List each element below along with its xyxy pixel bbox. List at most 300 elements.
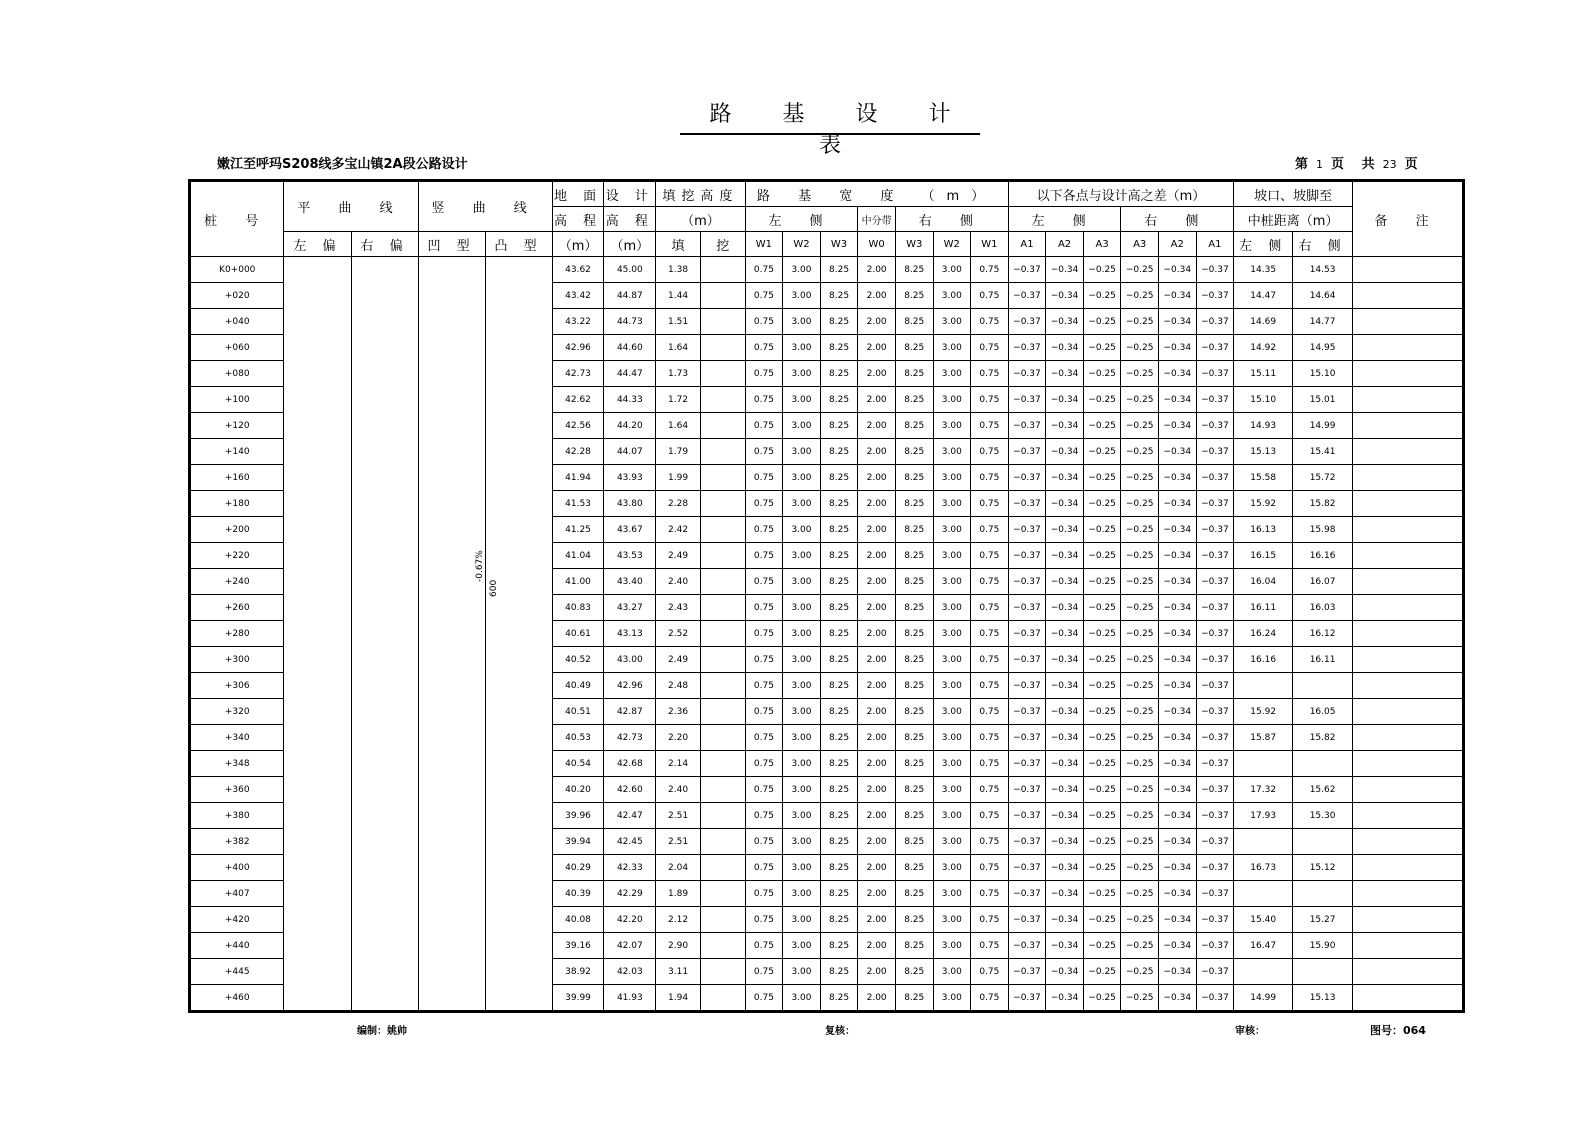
cell-a2-left: −0.34: [1046, 829, 1084, 855]
cell-slope-left: 15.40: [1234, 907, 1293, 933]
cell-plan-left: [284, 621, 351, 647]
cell-remarks: [1353, 621, 1464, 647]
cell-slope-right: 14.77: [1293, 309, 1353, 335]
cell-ground-elev: 43.42: [552, 283, 604, 309]
vertical-curve-grade: -0.67%: [475, 550, 485, 582]
cell-w3-left: 8.25: [820, 517, 858, 543]
cell-w3-right: 8.25: [895, 361, 933, 387]
cell-w2-right: 3.00: [933, 257, 971, 283]
header-vert-curve: 竖 曲 线: [418, 181, 552, 232]
cell-vert-concave: [418, 725, 485, 751]
cell-w3-left: 8.25: [820, 621, 858, 647]
cell-design-elev: 44.87: [604, 283, 656, 309]
cell-w3-right: 8.25: [895, 309, 933, 335]
cell-plan-right: [351, 491, 418, 517]
cell-w2-left: 3.00: [783, 543, 821, 569]
cell-plan-right: [351, 751, 418, 777]
cell-a1-right: −0.37: [1196, 907, 1234, 933]
cell-vert-concave: [418, 517, 485, 543]
cell-w1-left: 0.75: [745, 777, 783, 803]
cell-a3-right: −0.25: [1121, 595, 1159, 621]
cell-slope-right: 15.12: [1293, 855, 1353, 881]
cell-cut: [700, 257, 745, 283]
cell-w2-right: 3.00: [933, 777, 971, 803]
cell-a1-left: −0.37: [1008, 465, 1046, 491]
cell-slope-left: 14.92: [1234, 335, 1293, 361]
cell-plan-right: [351, 699, 418, 725]
cell-w3-right: 8.25: [895, 517, 933, 543]
cell-remarks: [1353, 829, 1464, 855]
cell-ground-elev: 42.62: [552, 387, 604, 413]
cell-plan-right: [351, 387, 418, 413]
header-a-col: A3: [1083, 232, 1121, 257]
cell-a3-left: −0.25: [1083, 543, 1121, 569]
cell-plan-left: [284, 491, 351, 517]
cell-vert-concave: [418, 439, 485, 465]
cell-w1-right: 0.75: [971, 387, 1009, 413]
cell-w1-right: 0.75: [971, 751, 1009, 777]
cell-w2-right: 3.00: [933, 699, 971, 725]
cell-w3-right: 8.25: [895, 803, 933, 829]
header-w-col: W1: [745, 232, 783, 257]
cell-a2-right: −0.34: [1158, 465, 1196, 491]
cell-plan-left: [284, 699, 351, 725]
cell-fill: 1.64: [656, 413, 701, 439]
header-w-col: W1: [971, 232, 1009, 257]
cell-vert-convex: [485, 855, 552, 881]
cell-fill: 3.11: [656, 959, 701, 985]
cell-ground-elev: 41.04: [552, 543, 604, 569]
cell-a2-left: −0.34: [1046, 439, 1084, 465]
header-ground-unit: （m）: [552, 232, 604, 257]
table-row: [190, 257, 1464, 283]
cell-a1-left: −0.37: [1008, 699, 1046, 725]
header-width-left: 左 侧: [745, 207, 858, 232]
cell-station: +040: [190, 309, 284, 335]
cell-w0: 2.00: [858, 595, 896, 621]
cell-w2-right: 3.00: [933, 647, 971, 673]
cell-w2-left: 3.00: [783, 491, 821, 517]
table-row: [190, 517, 1464, 543]
cell-a2-left: −0.34: [1046, 725, 1084, 751]
cell-w2-right: 3.00: [933, 543, 971, 569]
table-row: [190, 985, 1464, 1012]
cell-fill: 1.64: [656, 335, 701, 361]
header-a-col: A3: [1121, 232, 1159, 257]
cell-a3-right: −0.25: [1121, 361, 1159, 387]
cell-station: +120: [190, 413, 284, 439]
cell-vert-concave: [418, 647, 485, 673]
cell-ground-elev: 40.49: [552, 673, 604, 699]
cell-w1-left: 0.75: [745, 621, 783, 647]
cell-w3-right: 8.25: [895, 647, 933, 673]
cell-w0: 2.00: [858, 829, 896, 855]
cell-station: +220: [190, 543, 284, 569]
header-fill: 填: [656, 232, 701, 257]
cell-station: +020: [190, 283, 284, 309]
cell-plan-right: [351, 413, 418, 439]
header-diff-right: 右 侧: [1121, 207, 1234, 232]
cell-a3-right: −0.25: [1121, 569, 1159, 595]
cell-slope-right: 16.11: [1293, 647, 1353, 673]
cell-slope-left: 17.93: [1234, 803, 1293, 829]
cell-a2-right: −0.34: [1158, 309, 1196, 335]
cell-w3-right: 8.25: [895, 257, 933, 283]
cell-w3-right: 8.25: [895, 881, 933, 907]
cell-remarks: [1353, 309, 1464, 335]
cell-a2-left: −0.34: [1046, 933, 1084, 959]
cell-a3-right: −0.25: [1121, 491, 1159, 517]
cell-vert-convex: [485, 803, 552, 829]
cell-slope-left: [1234, 673, 1293, 699]
header-w-col: W3: [895, 232, 933, 257]
page-title: 路 基 设 计 表: [709, 102, 973, 158]
cell-a2-left: −0.34: [1046, 543, 1084, 569]
cell-plan-left: [284, 647, 351, 673]
table-row: [190, 699, 1464, 725]
cell-w1-right: 0.75: [971, 777, 1009, 803]
cell-remarks: [1353, 387, 1464, 413]
cell-station: +180: [190, 491, 284, 517]
cell-a1-left: −0.37: [1008, 907, 1046, 933]
cell-w3-left: 8.25: [820, 803, 858, 829]
cell-slope-left: [1234, 959, 1293, 985]
cell-w1-right: 0.75: [971, 543, 1009, 569]
cell-a3-right: −0.25: [1121, 829, 1159, 855]
cell-design-elev: 42.33: [604, 855, 656, 881]
cell-a3-right: −0.25: [1121, 959, 1159, 985]
cell-station: +260: [190, 595, 284, 621]
vertical-curve-length: 600: [489, 579, 499, 597]
cell-w2-left: 3.00: [783, 959, 821, 985]
header-design-elev-2: 高 程: [604, 207, 656, 232]
cell-w3-left: 8.25: [820, 413, 858, 439]
cell-a2-left: −0.34: [1046, 751, 1084, 777]
cell-cut: [700, 725, 745, 751]
cell-w1-right: 0.75: [971, 855, 1009, 881]
cell-w1-left: 0.75: [745, 673, 783, 699]
cell-remarks: [1353, 257, 1464, 283]
cell-w2-left: 3.00: [783, 257, 821, 283]
cell-ground-elev: 43.22: [552, 309, 604, 335]
table-row: [190, 413, 1464, 439]
cell-plan-left: [284, 855, 351, 881]
cell-w0: 2.00: [858, 439, 896, 465]
cell-w3-right: 8.25: [895, 673, 933, 699]
cell-vert-concave: [418, 465, 485, 491]
page-total-prefix: 共: [1361, 157, 1375, 172]
cell-station: +140: [190, 439, 284, 465]
cell-ground-elev: 40.52: [552, 647, 604, 673]
cell-remarks: [1353, 413, 1464, 439]
cell-a1-right: −0.37: [1196, 881, 1234, 907]
cell-vert-convex: [485, 335, 552, 361]
cell-a3-right: −0.25: [1121, 933, 1159, 959]
cell-station: +460: [190, 985, 284, 1012]
header-remarks: 备 注: [1353, 181, 1464, 257]
cell-slope-right: 15.01: [1293, 387, 1353, 413]
cell-w1-left: 0.75: [745, 465, 783, 491]
cell-a3-left: −0.25: [1083, 257, 1121, 283]
cell-a1-right: −0.37: [1196, 491, 1234, 517]
cell-a3-left: −0.25: [1083, 517, 1121, 543]
cell-slope-left: 16.73: [1234, 855, 1293, 881]
cell-w2-right: 3.00: [933, 881, 971, 907]
cell-cut: [700, 387, 745, 413]
cell-remarks: [1353, 283, 1464, 309]
cell-slope-right: 16.12: [1293, 621, 1353, 647]
cell-slope-left: 16.24: [1234, 621, 1293, 647]
cell-w3-left: 8.25: [820, 985, 858, 1012]
cell-vert-concave: [418, 933, 485, 959]
cell-w2-right: 3.00: [933, 803, 971, 829]
cell-w1-left: 0.75: [745, 413, 783, 439]
cell-fill: 1.79: [656, 439, 701, 465]
cell-cut: [700, 803, 745, 829]
header-diff-left: 左 侧: [1008, 207, 1121, 232]
header-width: 路 基 宽 度 （m）: [745, 181, 1008, 207]
cell-design-elev: 45.00: [604, 257, 656, 283]
cell-a3-right: −0.25: [1121, 543, 1159, 569]
cell-a2-left: −0.34: [1046, 907, 1084, 933]
cell-ground-elev: 39.99: [552, 985, 604, 1012]
cell-ground-elev: 40.53: [552, 725, 604, 751]
cell-slope-left: 17.32: [1234, 777, 1293, 803]
cell-a2-left: −0.34: [1046, 777, 1084, 803]
cell-remarks: [1353, 439, 1464, 465]
cell-a1-left: −0.37: [1008, 751, 1046, 777]
cell-w2-right: 3.00: [933, 517, 971, 543]
cell-w0: 2.00: [858, 985, 896, 1012]
cell-slope-right: 15.72: [1293, 465, 1353, 491]
cell-fill: 2.12: [656, 907, 701, 933]
cell-w1-right: 0.75: [971, 985, 1009, 1012]
cell-w2-right: 3.00: [933, 491, 971, 517]
cell-remarks: [1353, 465, 1464, 491]
cell-w1-right: 0.75: [971, 465, 1009, 491]
cell-ground-elev: 38.92: [552, 959, 604, 985]
cell-vert-concave: [418, 881, 485, 907]
table-body: [190, 257, 1464, 1012]
cell-w0: 2.00: [858, 673, 896, 699]
table-row: [190, 803, 1464, 829]
header-slope-right: 右 侧: [1293, 232, 1353, 257]
cell-w3-right: 8.25: [895, 595, 933, 621]
cell-design-elev: 44.60: [604, 335, 656, 361]
cell-plan-left: [284, 881, 351, 907]
cell-vert-convex: [485, 959, 552, 985]
cell-w2-left: 3.00: [783, 985, 821, 1012]
cell-remarks: [1353, 803, 1464, 829]
cell-w1-left: 0.75: [745, 699, 783, 725]
cell-cut: [700, 283, 745, 309]
cell-a2-right: −0.34: [1158, 257, 1196, 283]
cell-station: +100: [190, 387, 284, 413]
cell-cut: [700, 933, 745, 959]
footer-compiled: 编制：姚帅: [357, 1026, 407, 1037]
cell-design-elev: 43.27: [604, 595, 656, 621]
cell-vert-convex: [485, 751, 552, 777]
cell-vert-concave: [418, 335, 485, 361]
page-suffix: 页: [1404, 157, 1418, 172]
cell-w3-left: 8.25: [820, 283, 858, 309]
cell-a2-left: −0.34: [1046, 257, 1084, 283]
cell-a1-left: −0.37: [1008, 621, 1046, 647]
cell-w3-left: 8.25: [820, 257, 858, 283]
cell-a2-left: −0.34: [1046, 283, 1084, 309]
cell-slope-right: 14.99: [1293, 413, 1353, 439]
cell-ground-elev: 39.96: [552, 803, 604, 829]
cell-vert-convex: [485, 907, 552, 933]
cell-design-elev: 41.93: [604, 985, 656, 1012]
cell-a3-right: −0.25: [1121, 673, 1159, 699]
cell-a2-right: −0.34: [1158, 413, 1196, 439]
cell-vert-concave: [418, 491, 485, 517]
cell-w2-right: 3.00: [933, 673, 971, 699]
cell-w2-right: 3.00: [933, 959, 971, 985]
header-a-col: A2: [1046, 232, 1084, 257]
cell-station: +440: [190, 933, 284, 959]
cell-a3-left: −0.25: [1083, 309, 1121, 335]
cell-station: +280: [190, 621, 284, 647]
cell-w3-left: 8.25: [820, 439, 858, 465]
header-median: 中分带: [858, 207, 896, 232]
cell-remarks: [1353, 881, 1464, 907]
cell-w1-right: 0.75: [971, 725, 1009, 751]
cell-w2-left: 3.00: [783, 465, 821, 491]
cell-a1-right: −0.37: [1196, 465, 1234, 491]
cell-fill: 1.44: [656, 283, 701, 309]
cell-w2-right: 3.00: [933, 439, 971, 465]
cell-w1-right: 0.75: [971, 491, 1009, 517]
cell-remarks: [1353, 569, 1464, 595]
cell-ground-elev: 40.08: [552, 907, 604, 933]
header-fill-cut: 填挖高度: [656, 181, 745, 207]
cell-w1-left: 0.75: [745, 751, 783, 777]
cell-plan-left: [284, 829, 351, 855]
cell-a1-left: −0.37: [1008, 569, 1046, 595]
table-row: [190, 907, 1464, 933]
cell-a1-right: −0.37: [1196, 439, 1234, 465]
cell-w3-left: 8.25: [820, 543, 858, 569]
cell-ground-elev: 40.83: [552, 595, 604, 621]
cell-slope-right: [1293, 751, 1353, 777]
cell-vert-convex: [485, 595, 552, 621]
cell-cut: [700, 777, 745, 803]
cell-a1-left: −0.37: [1008, 959, 1046, 985]
header-a-col: A1: [1008, 232, 1046, 257]
cell-station: +300: [190, 647, 284, 673]
cell-remarks: [1353, 933, 1464, 959]
cell-a3-left: −0.25: [1083, 335, 1121, 361]
cell-slope-left: 16.16: [1234, 647, 1293, 673]
cell-station: +380: [190, 803, 284, 829]
cell-a2-left: −0.34: [1046, 465, 1084, 491]
cell-a2-right: −0.34: [1158, 491, 1196, 517]
cell-a3-right: −0.25: [1121, 907, 1159, 933]
cell-fill: 2.28: [656, 491, 701, 517]
cell-design-elev: 42.87: [604, 699, 656, 725]
cell-cut: [700, 309, 745, 335]
cell-a3-right: −0.25: [1121, 751, 1159, 777]
cell-w3-left: 8.25: [820, 855, 858, 881]
cell-a1-left: −0.37: [1008, 517, 1046, 543]
cell-remarks: [1353, 491, 1464, 517]
cell-w3-left: 8.25: [820, 751, 858, 777]
cell-design-elev: 42.47: [604, 803, 656, 829]
cell-a1-right: −0.37: [1196, 335, 1234, 361]
cell-slope-left: 15.87: [1234, 725, 1293, 751]
cell-vert-convex: [485, 777, 552, 803]
cell-w0: 2.00: [858, 309, 896, 335]
table-row: [190, 595, 1464, 621]
cell-vert-concave: [418, 855, 485, 881]
cell-slope-right: [1293, 959, 1353, 985]
cell-ground-elev: 39.94: [552, 829, 604, 855]
cell-design-elev: 44.07: [604, 439, 656, 465]
cell-a2-right: −0.34: [1158, 881, 1196, 907]
cell-a2-left: −0.34: [1046, 699, 1084, 725]
cell-w2-left: 3.00: [783, 725, 821, 751]
cell-a2-right: −0.34: [1158, 673, 1196, 699]
cell-w1-right: 0.75: [971, 283, 1009, 309]
cell-plan-left: [284, 777, 351, 803]
cell-design-elev: 43.53: [604, 543, 656, 569]
cell-plan-left: [284, 933, 351, 959]
cell-w1-left: 0.75: [745, 881, 783, 907]
cell-a2-left: −0.34: [1046, 517, 1084, 543]
cell-w2-right: 3.00: [933, 751, 971, 777]
cell-plan-right: [351, 907, 418, 933]
cell-w1-right: 0.75: [971, 621, 1009, 647]
cell-a1-right: −0.37: [1196, 829, 1234, 855]
cell-plan-right: [351, 777, 418, 803]
cell-vert-convex: [485, 387, 552, 413]
cell-station: +445: [190, 959, 284, 985]
cell-slope-right: 15.82: [1293, 491, 1353, 517]
cell-plan-left: [284, 361, 351, 387]
cell-w0: 2.00: [858, 855, 896, 881]
cell-a3-left: −0.25: [1083, 777, 1121, 803]
cell-vert-convex: [485, 257, 552, 283]
cell-station: +320: [190, 699, 284, 725]
cell-w1-left: 0.75: [745, 361, 783, 387]
cell-w2-left: 3.00: [783, 803, 821, 829]
cell-vert-convex: [485, 439, 552, 465]
cell-vert-concave: [418, 803, 485, 829]
cell-w1-right: 0.75: [971, 647, 1009, 673]
cell-w1-left: 0.75: [745, 387, 783, 413]
cell-w3-right: 8.25: [895, 829, 933, 855]
cell-a1-right: −0.37: [1196, 309, 1234, 335]
cell-plan-right: [351, 309, 418, 335]
cell-w1-right: 0.75: [971, 413, 1009, 439]
cell-cut: [700, 881, 745, 907]
cell-w0: 2.00: [858, 335, 896, 361]
cell-station: +080: [190, 361, 284, 387]
cell-fill: 1.89: [656, 881, 701, 907]
cell-plan-right: [351, 933, 418, 959]
cell-w1-right: 0.75: [971, 361, 1009, 387]
cell-w2-left: 3.00: [783, 699, 821, 725]
cell-fill: 2.36: [656, 699, 701, 725]
cell-slope-right: 15.30: [1293, 803, 1353, 829]
cell-design-elev: 42.29: [604, 881, 656, 907]
cell-plan-left: [284, 439, 351, 465]
cell-w1-left: 0.75: [745, 335, 783, 361]
cell-plan-left: [284, 751, 351, 777]
cell-slope-right: 15.62: [1293, 777, 1353, 803]
